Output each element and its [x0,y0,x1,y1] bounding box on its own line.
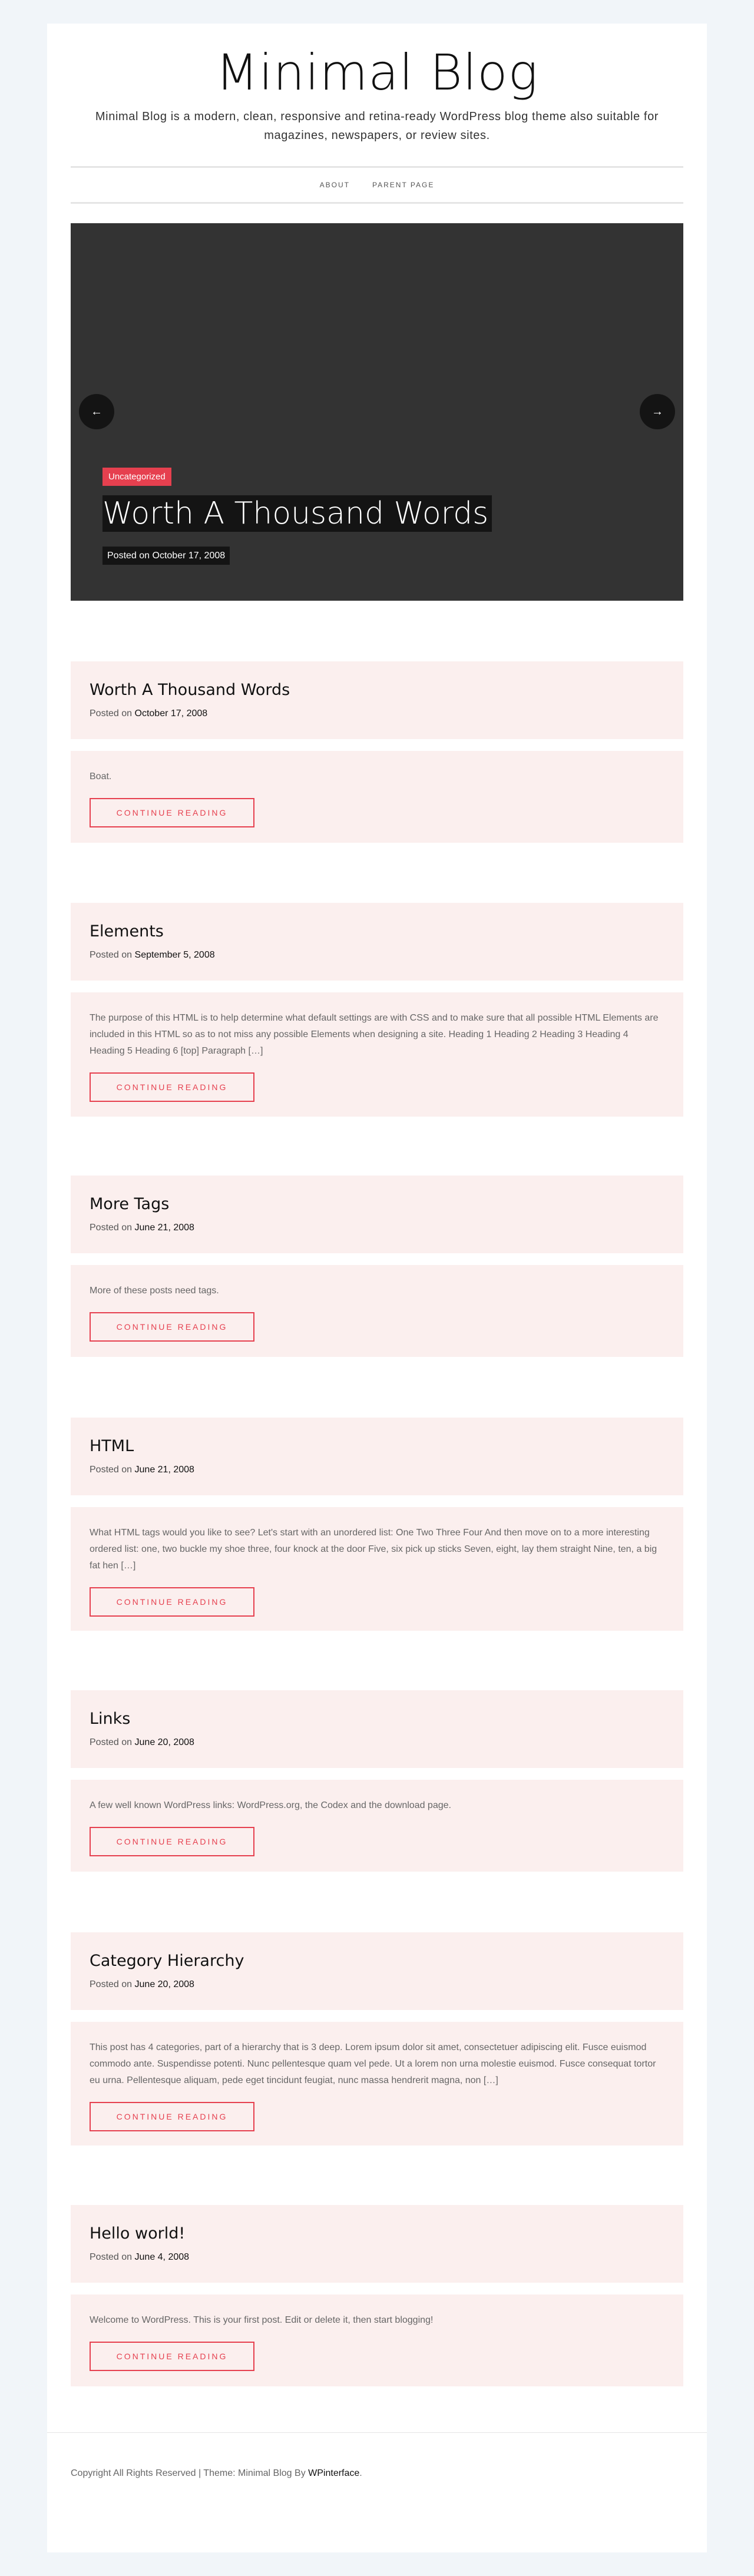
post-title[interactable]: Elements [90,922,164,941]
post-date[interactable]: June 4, 2008 [134,2252,190,2262]
post-body [71,2022,683,2145]
continue-reading-button[interactable]: CONTINUE READING [90,2342,254,2371]
slider-next-button[interactable] [640,394,675,429]
slide-title[interactable]: Worth A Thousand Words [102,495,492,532]
post-excerpt: A few well known WordPress links: WordPress.org, the Codex and the download page. [90,1800,451,1810]
post-date[interactable]: October 17, 2008 [134,708,208,719]
site-tagline: Minimal Blog is a modern, clean, responsive and retina-ready WordPress blog theme also suitable for magazines, newspapers, or review sites. [95,110,659,142]
continue-reading-button[interactable]: CONTINUE READING [90,1072,254,1102]
post-meta [90,2252,664,2263]
post-header [71,2205,683,2283]
post-meta-label: Posted on [90,950,133,960]
slider-prev-button[interactable] [79,394,114,429]
footer-period: . [359,2468,362,2478]
post-meta [90,1465,664,1475]
post-title[interactable]: Category Hierarchy [90,1952,244,1970]
post-header [71,1176,683,1253]
post-body [71,751,683,843]
post-header [71,661,683,739]
continue-reading-button[interactable]: CONTINUE READING [90,2102,254,2131]
post-meta-label: Posted on [90,708,133,719]
post-header [71,1418,683,1495]
slide-category-badge[interactable]: Uncategorized [102,468,171,486]
post-title[interactable]: Links [90,1710,131,1728]
post-header [71,1690,683,1768]
arrow-right-icon: → [652,405,663,418]
page-container [47,24,707,2552]
post-body [71,1780,683,1872]
site-title[interactable]: Minimal Blog [216,44,538,101]
post-excerpt: Welcome to WordPress. This is your first post. Edit or delete it, then start blogging! [90,2315,434,2325]
post-meta [90,1737,664,1748]
post-excerpt: What HTML tags would you like to see? Let's start with an unordered list: One Two Three Four And then move on to a more interesting ordered list: one, two buckle my shoe three, four knock at the door Five, six pick up sticks Seven, eight, lay them straight Nine, ten, a big fat hen […] [90,1528,657,1571]
post-header [71,903,683,981]
post-body [71,2294,683,2386]
post-meta-label: Posted on [90,1979,133,1989]
post-meta-label: Posted on [90,1737,133,1747]
post-excerpt: This post has 4 categories, part of a hierarchy that is 3 deep. Lorem ipsum dolor sit amet, consectetuer adipiscing elit. Fusce euismod commodo ante. Suspendisse potenti. Nunc pellentesque quam vel pede. Ut a lorem non urna molestie euismod. Fusce consequat tortor eu urna. Pellentesque aliquam, pede eget tincidunt feugiat, nunc massa hendrerit magna, non […] [90,2042,656,2085]
post-date[interactable]: June 21, 2008 [134,1465,194,1475]
post-date[interactable]: June 21, 2008 [134,1223,194,1233]
post-meta-label: Posted on [90,1465,133,1475]
post-title[interactable]: Hello world! [90,2224,186,2243]
post-meta [90,1223,664,1233]
continue-reading-button[interactable]: CONTINUE READING [90,1587,254,1617]
footer-copyright-text: Copyright All Rights Reserved | Theme: Minimal Blog By [71,2468,309,2478]
post-date[interactable]: September 5, 2008 [134,950,215,960]
post-excerpt: Boat. [90,772,112,782]
site-footer [47,2432,707,2552]
nav-item-about[interactable]: ABOUT [319,181,350,189]
post-title[interactable]: Worth A Thousand Words [90,681,290,699]
post-meta [90,1979,664,1990]
main-navigation [71,166,683,204]
arrow-left-icon: ← [91,405,102,418]
post-header [71,1932,683,2010]
post-meta [90,708,664,719]
continue-reading-button[interactable]: CONTINUE READING [90,798,254,827]
post-excerpt: More of these posts need tags. [90,1286,219,1296]
nav-item-parent-page[interactable]: PARENT PAGE [372,181,435,189]
post-body [71,1265,683,1357]
post-date[interactable]: June 20, 2008 [134,1979,194,1989]
post-title[interactable]: HTML [90,1437,134,1455]
post-title[interactable]: More Tags [90,1195,170,1213]
featured-slider [71,223,683,601]
post-body [71,1507,683,1631]
continue-reading-button[interactable]: CONTINUE READING [90,1827,254,1856]
post-meta-label: Posted on [90,1223,133,1233]
continue-reading-button[interactable]: CONTINUE READING [90,1312,254,1342]
post-excerpt: The purpose of this HTML is to help determine what default settings are with CSS and to make sure that all possible HTML Elements are included in this HTML so as to not miss any possible Elements when designing a site. Heading 1 Heading 2 Heading 3 Heading 4 Heading 5 Heading 6 [top] Paragraph […] [90,1013,659,1056]
slide-meta: Posted on October 17, 2008 [102,547,230,565]
post-date[interactable]: June 20, 2008 [134,1737,194,1747]
post-body [71,992,683,1117]
footer-copyright [71,2468,362,2479]
post-meta [90,950,664,961]
footer-theme-link[interactable]: WPinterface [308,2468,360,2478]
post-meta-label: Posted on [90,2252,133,2262]
